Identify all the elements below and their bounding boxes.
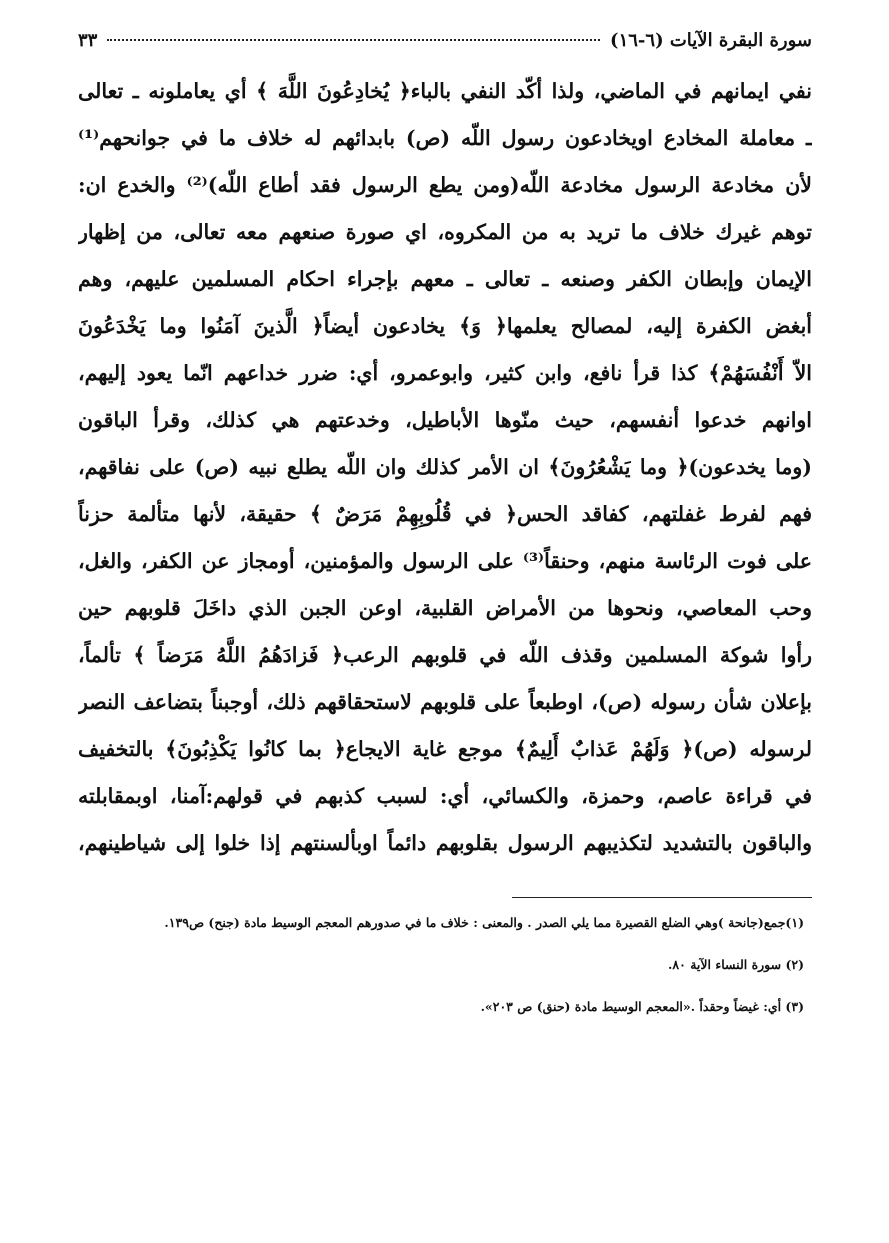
text-line: رأوا شوكة المسلمين وقذف اللّه في قلوبهم الرعب﴿ فَزادَهُمُ اللَّهُ مَرَضاً ﴾ تألماً، — [78, 643, 812, 667]
text-line: لرسوله (ص)﴿ وَلَهُمْ عَذابٌ أَلِيمٌ﴾ موجع غاية الايجاع﴿ بما كانُوا يَكْذِبُونَ﴾ بالتخفيف — [78, 737, 812, 761]
text-line: الإيمان وإبطان الكفر وصنعه ـ تعالى ـ معهم بإجراء احكام المسلمين عليهم، وهم — [78, 267, 812, 291]
document-page — [78, 30, 812, 1210]
running-header — [78, 30, 812, 64]
text-line: بإعلان شأن رسوله (ص)، اوطبعاً على قلوبهم لاستحقاقهم ذلك، أوجبناً بتضاعف النصر — [78, 690, 812, 714]
footnote-divider — [512, 897, 812, 898]
footnote-1: (١)جمع(جانحة )وهي الضلع القصيرة مما يلي الصدر . والمعنى : خلاف ما في صدورهم المعجم الوسيط مادة (جنح) ص١٣٩. — [164, 915, 804, 930]
text-line: وحب المعاصي، ونحوها من الأمراض القلبية، اوعن الجبن الذي داخَلَ قلوبهم حين — [78, 596, 812, 620]
footnotes — [78, 912, 812, 1018]
header-dot-leader — [107, 39, 600, 41]
footnote-2: (٢) سورة النساء الآية ٨٠. — [668, 957, 804, 972]
page-number: ٣٣ — [78, 30, 98, 51]
text-line: والباقون بالتشديد لتكذيبهم الرسول بقلوبهم دائماً اوبألسنتهم إذا خلوا إلى شياطينهم، — [78, 831, 812, 855]
header-title: سورة البقرة الآيات (٦-١٦) — [610, 30, 812, 51]
text-line: اوانهم خدعوا أنفسهم، حيث منّوها الأباطيل، وخدعتهم هي كذلك، وقرأ الباقون — [78, 408, 812, 432]
text-line: فهم لفرط غفلتهم، كفاقد الحس﴿ في قُلُوبِهِمْ مَرَضٌ ﴾ حقيقة، لأنها متألمة حزناً — [78, 502, 812, 526]
text-line: (وما يخدعون)﴿ وما يَشْعُرُونَ﴾ ان الأمر كذلك وان اللّه يطلع نبيه (ص) على نفاقهم، — [78, 455, 812, 479]
text-line: أبغض الكفرة إليه، لمصالح يعلمها﴿ وَ﴾ يخادعون أيضاً﴿ الَّذينَ آمَنُوا وما يَخْدَعُونَ — [78, 314, 812, 338]
text-line: توهم غيرك خلاف ما تريد به من المكروه، اي صورة صنعهم معه تعالى، من إظهار — [78, 220, 812, 244]
body-text — [78, 68, 812, 867]
text-line: في قراءة عاصم، وحمزة، والكسائي، أي: لسبب كذبهم في قولهم:آمنا، اوبمقابلته — [78, 784, 812, 808]
text-line: الاّ أَنْفُسَهُمْ﴾ كذا قرأ نافع، وابن كثير، وابوعمرو، أي: ضرر خداعهم انّما يعود إليهم، — [78, 361, 812, 385]
footnote-3: (٣) أي: غيضاً وحقداً .«المعجم الوسيط مادة (حنق) ص ٢٠٣». — [480, 999, 804, 1014]
text-line: على فوت الرئاسة منهم، وحنقاً⁽³⁾ على الرسول والمؤمنين، أومجاز عن الكفر، والغل، — [78, 549, 812, 573]
text-line: نفي ايمانهم في الماضي، ولذا أكّد النفي بالباء﴿ يُخادِعُونَ اللَّهَ ﴾ أي يعاملونه ـ تعالى — [78, 79, 812, 103]
text-line: لأن مخادعة الرسول مخادعة اللّه(ومن يطع الرسول فقد أطاع اللّه)⁽²⁾ والخدع ان: — [78, 173, 812, 197]
text-line: ـ معاملة المخادع اويخادعون رسول اللّه (ص) بابدائهم له خلاف ما في جوانحهم⁽¹⁾ — [78, 126, 812, 150]
